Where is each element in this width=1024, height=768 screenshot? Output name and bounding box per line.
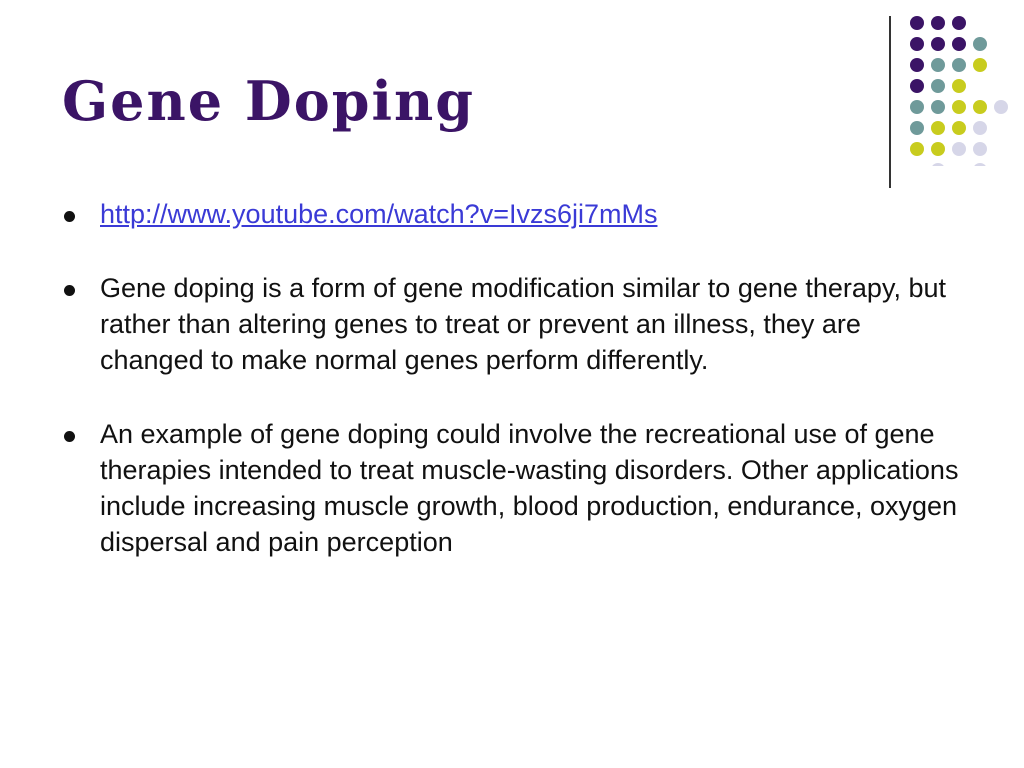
vertical-divider	[889, 16, 891, 188]
decorative-dot	[952, 79, 966, 93]
decorative-dot	[973, 142, 987, 156]
bullet-list	[62, 196, 962, 598]
youtube-link[interactable]: http://www.youtube.com/watch?v=Ivzs6ji7mMs	[100, 199, 658, 229]
decorative-dot	[973, 58, 987, 72]
decorative-dot	[973, 121, 987, 135]
decorative-dot	[952, 142, 966, 156]
decorative-dot	[910, 16, 924, 30]
decorative-dot	[910, 58, 924, 72]
decorative-dot	[952, 100, 966, 114]
bullet-item-definition	[62, 270, 962, 378]
decorative-dot-grid	[909, 16, 1009, 166]
decorative-dot	[952, 121, 966, 135]
decorative-dot	[952, 16, 966, 30]
decorative-dot	[910, 142, 924, 156]
decorative-dot	[931, 100, 945, 114]
decorative-dot	[931, 163, 945, 166]
decorative-dot	[952, 58, 966, 72]
decorative-dot	[910, 79, 924, 93]
bullet-text: An example of gene doping could involve the recreational use of gene therapies intended to treat muscle-wasting disorders. Other applications include increasing muscle growth, blood production, endurance, oxygen dispersal and pain perception	[100, 419, 959, 557]
decorative-dot	[910, 121, 924, 135]
decorative-dot	[994, 100, 1008, 114]
decorative-dot	[973, 100, 987, 114]
decorative-dot	[952, 37, 966, 51]
decorative-dot	[910, 37, 924, 51]
decorative-dot	[931, 79, 945, 93]
bullet-marker	[64, 431, 75, 442]
slide-title: Gene Doping	[62, 69, 476, 133]
decorative-dot	[931, 58, 945, 72]
bullet-item-example	[62, 416, 962, 560]
decorative-dot	[931, 142, 945, 156]
decorative-dot	[910, 100, 924, 114]
decorative-dot	[931, 37, 945, 51]
bullet-item-link	[62, 196, 962, 232]
decorative-dot	[931, 121, 945, 135]
decorative-dot	[931, 16, 945, 30]
bullet-text: Gene doping is a form of gene modification similar to gene therapy, but rather than altering genes to treat or prevent an illness, they are changed to make normal genes perform differently.	[100, 273, 946, 375]
bullet-marker	[64, 285, 75, 296]
dot-grid-graphic	[909, 16, 1009, 166]
bullet-marker	[64, 211, 75, 222]
decorative-dot	[973, 163, 987, 166]
decorative-dot	[973, 37, 987, 51]
